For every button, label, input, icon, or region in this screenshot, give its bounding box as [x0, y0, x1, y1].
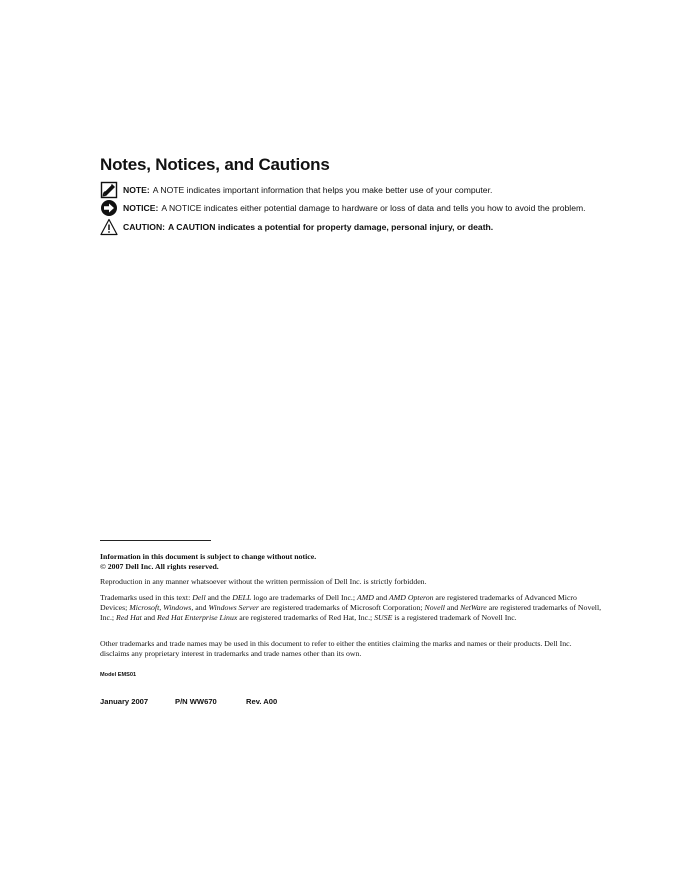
footnote-divider — [100, 540, 211, 541]
caution-row — [100, 218, 493, 236]
pencil-note-icon — [100, 181, 118, 199]
tm-text: Trademarks used in this text: — [100, 593, 193, 602]
caution-text: A CAUTION indicates a potential for property damage, personal injury, or death. — [168, 222, 494, 232]
copyright-text: © 2007 Dell Inc. All rights reserved. — [100, 562, 219, 571]
tm-dell-logo: DELL — [232, 593, 252, 602]
part-number: P/N WW670 — [175, 697, 217, 706]
notice-row — [100, 199, 586, 217]
tm-red-hat: Red Hat — [116, 613, 142, 622]
revision-number: Rev. A00 — [246, 697, 278, 706]
note-label: NOTE: — [123, 185, 150, 195]
tm-microsoft: Microsoft, Windows, — [129, 603, 194, 612]
tm-text: and the — [205, 593, 233, 602]
tm-text: are registered trademarks of Novell, Inc.; — [100, 603, 602, 622]
notice-label: NOTICE: — [123, 203, 159, 213]
tm-text: and — [444, 603, 461, 612]
caution-label: CAUTION: — [123, 222, 166, 232]
reproduction-notice: Reproduction in any manner whatsoever without the written permission of Dell Inc. is strictly forbidden. — [100, 577, 427, 586]
other-trademarks-paragraph: Other trademarks and trade names may be used in this document to refer to either the entities claiming the marks and names or their products. Dell Inc. disclaims any proprietary interest in trademarks and trade names other than its own. — [100, 639, 572, 658]
arrow-circle-icon — [100, 199, 118, 217]
note-row — [100, 181, 492, 199]
tm-novell: Novell — [424, 603, 445, 612]
tm-text: is a registered trademark of Novell Inc. — [392, 613, 517, 622]
change-notice-text: Information in this document is subject to change without notice. — [100, 552, 317, 561]
tm-text: are registered trademarks of Microsoft Corporation; — [258, 603, 425, 612]
publication-date: January 2007 — [100, 697, 149, 706]
tm-text: are registered trademarks of Red Hat, Inc.; — [237, 613, 375, 622]
tm-text: and — [141, 613, 157, 622]
tm-text: and — [373, 593, 390, 602]
tm-dell: Dell — [192, 593, 206, 602]
tm-text: logo are trademarks of Dell Inc.; — [251, 593, 357, 602]
note-text: A NOTE indicates important information that helps you make better use of your computer. — [152, 185, 493, 195]
tm-netware: NetWare — [460, 603, 487, 612]
trademarks-paragraph — [100, 593, 602, 623]
tm-red-hat-linux: Red Hat Enterprise Linux — [156, 613, 238, 622]
tm-amd: AMD — [357, 593, 374, 602]
tm-text: are registered trademarks of Advanced Micro Devices; — [100, 593, 577, 612]
warning-triangle-icon — [100, 218, 118, 236]
tm-amd-opteron: AMD Opteron — [389, 593, 434, 602]
model-number: Model EMS01 — [100, 672, 137, 678]
page-title: Notes, Notices, and Cautions — [100, 155, 330, 174]
tm-windows-server: Windows Server — [208, 603, 259, 612]
tm-text: and — [193, 603, 209, 612]
notice-text: A NOTICE indicates either potential damage to hardware or loss of data and tells you how to avoid the problem. — [161, 203, 586, 213]
tm-suse: SUSE — [374, 613, 393, 622]
